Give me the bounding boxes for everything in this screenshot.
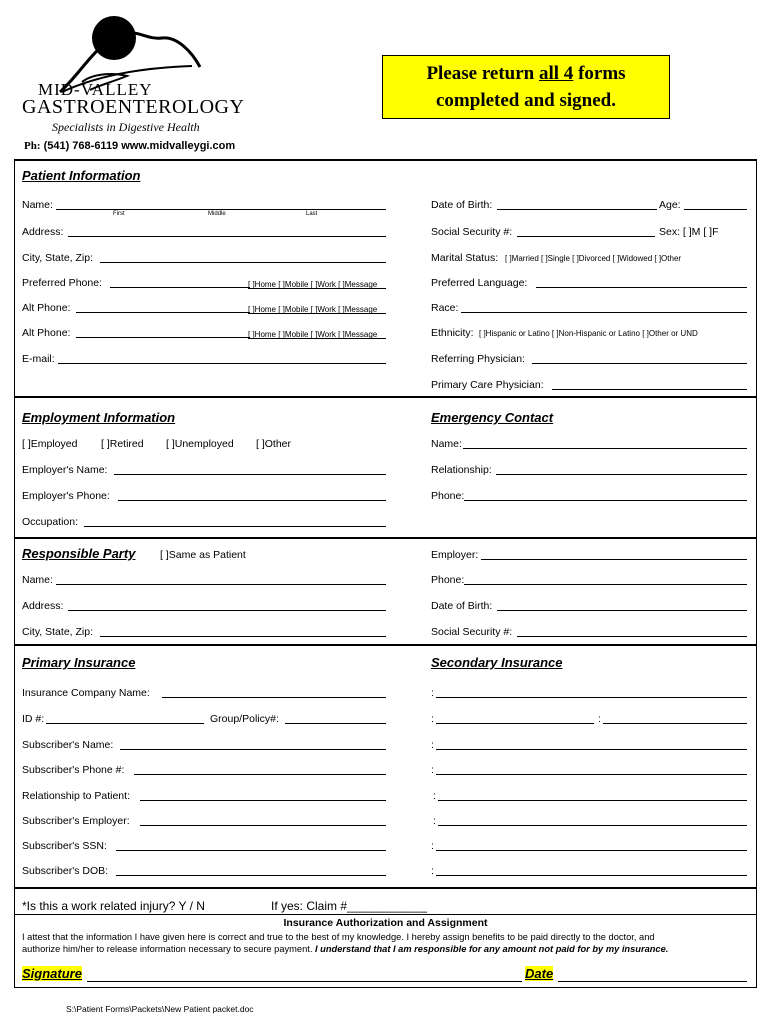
ins-id-label: ID #: [22, 713, 45, 725]
alt-phone-2-types-rule [248, 338, 386, 339]
relationship-label: Relationship to Patient: [22, 790, 130, 802]
same-as-patient-option[interactable]: [ ]Same as Patient [160, 549, 246, 561]
ins-company-field[interactable] [162, 697, 386, 698]
logo-tagline: Specialists in Digestive Health [52, 120, 200, 134]
age-label: Age: [659, 199, 681, 211]
auth-divider [14, 914, 757, 915]
ins-id-field[interactable] [46, 723, 204, 724]
ins-company-label: Insurance Company Name: [22, 687, 150, 699]
sec-sub-name-colon: : [431, 739, 434, 751]
sec-id-field[interactable] [436, 723, 594, 724]
responsible-name-label: Name: [22, 574, 53, 586]
language-field[interactable] [536, 287, 747, 288]
authorization-text [22, 931, 752, 955]
name-label: Name: [22, 199, 53, 211]
sec-company-field[interactable] [436, 697, 747, 698]
last-caption: Last [306, 211, 318, 217]
authorization-text-line1: I attest that the information I have given here is correct and true to the best of my knowledge. I hereby assign benefits to be paid directly to the doctor, and [22, 932, 655, 942]
authorization-title: Insurance Authorization and Assignment [283, 917, 488, 929]
alt-phone-types[interactable]: [ ]Home [ ]Mobile [ ]Work [ ]Message [248, 305, 378, 314]
pcp-field[interactable] [552, 389, 747, 390]
ethnicity-options[interactable]: [ ]Hispanic or Latino [ ]Non-Hispanic or Latino [ ]Other or UND [479, 329, 698, 338]
sec-sub-dob-colon: : [431, 865, 434, 877]
sec-sub-dob-field[interactable] [436, 875, 747, 876]
sub-employer-field[interactable] [140, 825, 386, 826]
phone-website: (541) 768-6119 www.midvalleygi.com [43, 140, 236, 152]
middle-caption: Middle [208, 211, 226, 217]
email-label: E-mail: [22, 353, 55, 365]
preferred-phone-types[interactable]: [ ]Home [ ]Mobile [ ]Work [ ]Message [248, 280, 378, 289]
sec-relationship-colon: : [433, 790, 436, 802]
ssn-field[interactable] [517, 236, 655, 237]
emergency-name-label: Name: [431, 438, 462, 450]
patient-info-heading: Patient Information [22, 168, 141, 183]
employment-other[interactable]: [ ]Other [256, 438, 292, 450]
emergency-phone-field[interactable] [464, 500, 747, 501]
sec-sub-employer-field[interactable] [438, 825, 747, 826]
preferred-phone-field[interactable] [110, 287, 250, 288]
employer-phone-field[interactable] [118, 500, 386, 501]
occupation-label: Occupation: [22, 516, 79, 528]
primary-insurance-heading: Primary Insurance [22, 655, 136, 670]
notice-text: Please return [426, 63, 539, 84]
emergency-heading: Emergency Contact [431, 410, 554, 425]
responsible-address-field[interactable] [68, 610, 386, 611]
clinic-phone-website [24, 140, 235, 152]
responsible-heading: Responsible Party [22, 546, 136, 561]
logo-name-bottom: GASTROENTEROLOGY [22, 96, 245, 118]
sec-company-colon: : [431, 687, 434, 699]
date-field[interactable] [558, 981, 747, 982]
sec-sub-employer-colon: : [433, 815, 436, 827]
responsible-city-field[interactable] [100, 636, 386, 637]
relationship-field[interactable] [140, 800, 386, 801]
responsible-employer-field[interactable] [481, 559, 747, 560]
sub-ssn-field[interactable] [116, 850, 386, 851]
responsible-phone-field[interactable] [464, 584, 747, 585]
sec-group-field[interactable] [603, 723, 747, 724]
employer-name-field[interactable] [114, 474, 386, 475]
emergency-relationship-label: Relationship: [431, 464, 492, 476]
marital-options[interactable]: [ ]Married [ ]Single [ ]Divorced [ ]Widowed [ ]Other [505, 254, 682, 263]
email-field[interactable] [58, 363, 386, 364]
responsible-ssn-field[interactable] [517, 636, 747, 637]
sub-dob-label: Subscriber's DOB: [22, 865, 109, 877]
notice-emphasis: all 4 [539, 63, 574, 84]
employment-retired[interactable]: [ ]Retired [101, 438, 144, 450]
name-field[interactable] [56, 209, 386, 210]
date-label: Date [525, 966, 554, 981]
alt-phone-2-label: Alt Phone: [22, 327, 71, 339]
alt-phone-2-types[interactable]: [ ]Home [ ]Mobile [ ]Work [ ]Message [248, 330, 378, 339]
race-field[interactable] [461, 312, 747, 313]
responsible-employer-label: Employer: [431, 549, 479, 561]
city-label: City, State, Zip: [22, 252, 93, 264]
referring-label: Referring Physician: [431, 353, 525, 365]
top-rule [14, 159, 757, 161]
form-frame [14, 159, 757, 988]
sub-name-field[interactable] [120, 749, 386, 750]
emergency-phone-label: Phone: [431, 490, 465, 502]
sub-phone-label: Subscriber's Phone #: [22, 764, 125, 776]
city-field[interactable] [100, 262, 386, 263]
sec-sub-phone-field[interactable] [436, 774, 747, 775]
signature-field[interactable] [87, 981, 522, 982]
responsible-dob-label: Date of Birth: [431, 600, 493, 612]
employer-name-label: Employer's Name: [22, 464, 108, 476]
ins-group-label: Group/Policy#: [210, 713, 279, 725]
first-caption: First [113, 211, 125, 217]
pcp-label: Primary Care Physician: [431, 379, 544, 391]
marital-label: Marital Status: [431, 252, 499, 264]
sub-dob-field[interactable] [116, 875, 386, 876]
preferred-phone-label: Preferred Phone: [22, 277, 102, 289]
responsible-address-label: Address: [22, 600, 64, 612]
address-label: Address: [22, 226, 64, 238]
dob-label: Date of Birth: [431, 199, 493, 211]
file-path-footer: S:\Patient Forms\Packets\New Patient packet.doc [66, 1004, 254, 1014]
sec-group-colon: : [598, 713, 601, 725]
sub-ssn-label: Subscriber's SSN: [22, 840, 107, 852]
ssn-label: Social Security #: [431, 226, 513, 238]
employment-employed[interactable]: [ ]Employed [22, 438, 78, 450]
responsible-dob-field[interactable] [497, 610, 747, 611]
sec-sub-name-field[interactable] [436, 749, 747, 750]
alt-phone-label: Alt Phone: [22, 302, 71, 314]
secondary-insurance-heading: Secondary Insurance [431, 655, 563, 670]
work-injury-question[interactable]: *Is this a work related injury? Y / N [22, 899, 205, 913]
sec-id-colon: : [431, 713, 434, 725]
authorization-text-line2: authorize him/her to release information necessary to secure payment. [22, 944, 315, 954]
referring-field[interactable] [532, 363, 747, 364]
section-divider-1 [14, 396, 757, 398]
responsible-phone-label: Phone: [431, 574, 465, 586]
notice-text-end: forms [573, 63, 626, 84]
logo-name-top: MID-VALLEY [38, 80, 153, 99]
language-label: Preferred Language: [431, 277, 528, 289]
phone-label: Ph: [24, 140, 41, 152]
signature-label: Signature [22, 966, 82, 981]
ins-group-field[interactable] [285, 723, 386, 724]
emergency-name-field[interactable] [463, 448, 747, 449]
occupation-field[interactable] [84, 526, 386, 527]
employment-unemployed[interactable]: [ ]Unemployed [166, 438, 234, 450]
sub-phone-field[interactable] [134, 774, 386, 775]
race-label: Race: [431, 302, 459, 314]
section-divider-3 [14, 644, 757, 646]
sec-sub-ssn-colon: : [431, 840, 434, 852]
return-forms-notice [382, 55, 670, 119]
alt-phone-2-field[interactable] [76, 337, 250, 338]
responsible-name-field[interactable] [56, 584, 386, 585]
sex-options[interactable]: Sex: [ ]M [ ]F [659, 226, 719, 238]
age-field[interactable] [684, 209, 747, 210]
employer-phone-label: Employer's Phone: [22, 490, 110, 502]
dob-field[interactable] [497, 209, 657, 210]
ethnicity-label: Ethnicity: [431, 327, 474, 339]
responsibility-statement: I understand that I am responsible for any amount not paid for by my insurance. [315, 944, 669, 954]
sec-sub-phone-colon: : [431, 764, 434, 776]
sub-name-label: Subscriber's Name: [22, 739, 114, 751]
claim-number-field[interactable]: If yes: Claim #____________ [271, 899, 428, 913]
responsible-city-label: City, State, Zip: [22, 626, 93, 638]
sub-employer-label: Subscriber's Employer: [22, 815, 130, 827]
emergency-relationship-field[interactable] [496, 474, 747, 475]
sec-sub-ssn-field[interactable] [436, 850, 747, 851]
employment-heading: Employment Information [22, 410, 176, 425]
alt-phone-types-rule [248, 313, 386, 314]
sec-relationship-field[interactable] [438, 800, 747, 801]
section-divider-4 [14, 887, 757, 889]
preferred-phone-types-rule [248, 288, 386, 289]
responsible-ssn-label: Social Security #: [431, 626, 513, 638]
alt-phone-field[interactable] [76, 312, 250, 313]
notice-line2: completed and signed. [436, 90, 616, 111]
section-divider-2 [14, 537, 757, 539]
address-field[interactable] [68, 236, 386, 237]
